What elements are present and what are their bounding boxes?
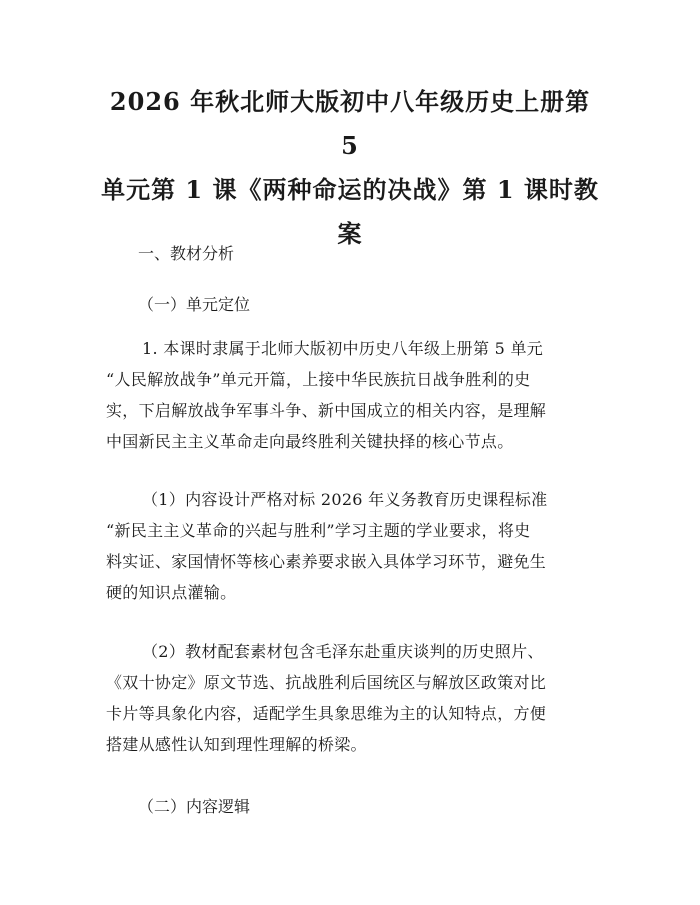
paragraph-3 — [106, 636, 596, 760]
title-line: 2026 年秋北师大版初中八年级历史上册第 5 — [109, 87, 591, 160]
section-heading-teaching-material-analysis: 一、教材分析 — [138, 244, 235, 263]
title-line: 案 — [337, 219, 363, 248]
paragraph-line: 1. 本课时隶属于北师大版初中历史八年级上册第 5 单元 — [142, 339, 544, 358]
paragraph-2 — [106, 484, 596, 608]
paragraph-line: 搭建从感性认知到理性理解的桥梁。 — [106, 735, 367, 754]
paragraph-1 — [106, 333, 596, 457]
paragraph-line: 《双十协定》原文节选、抗战胜利后国统区与解放区政策对比 — [106, 673, 547, 692]
paragraph-line: 卡片等具象化内容，适配学生具象思维为主的认知特点，方便 — [106, 704, 547, 723]
paragraph-line: “人民解放战争”单元开篇，上接中华民族抗日战争胜利的史 — [106, 370, 531, 389]
paragraph-line: 料实证、家国情怀等核心素养要求嵌入具体学习环节，避免生 — [106, 552, 547, 571]
paragraph-line: 实，下启解放战争军事斗争、新中国成立的相关内容，是理解 — [106, 401, 547, 420]
title-line: 单元第 1 课《两种命运的决战》第 1 课时教 — [101, 175, 599, 204]
document-title — [100, 80, 600, 256]
subsection-heading-unit-positioning: （一）单元定位 — [138, 295, 251, 314]
paragraph-line: （1）内容设计严格对标 2026 年义务教育历史课程标准 — [142, 490, 548, 509]
paragraph-line: 中国新民主主义革命走向最终胜利关键抉择的核心节点。 — [106, 432, 514, 451]
paragraph-line: 硬的知识点灌输。 — [106, 583, 237, 602]
subsection-heading-content-logic: （二）内容逻辑 — [138, 797, 251, 816]
paragraph-line: “新民主主义革命的兴起与胜利”学习主题的学业要求，将史 — [106, 521, 531, 540]
paragraph-line: （2）教材配套素材包含毛泽东赴重庆谈判的历史照片、 — [142, 642, 544, 661]
